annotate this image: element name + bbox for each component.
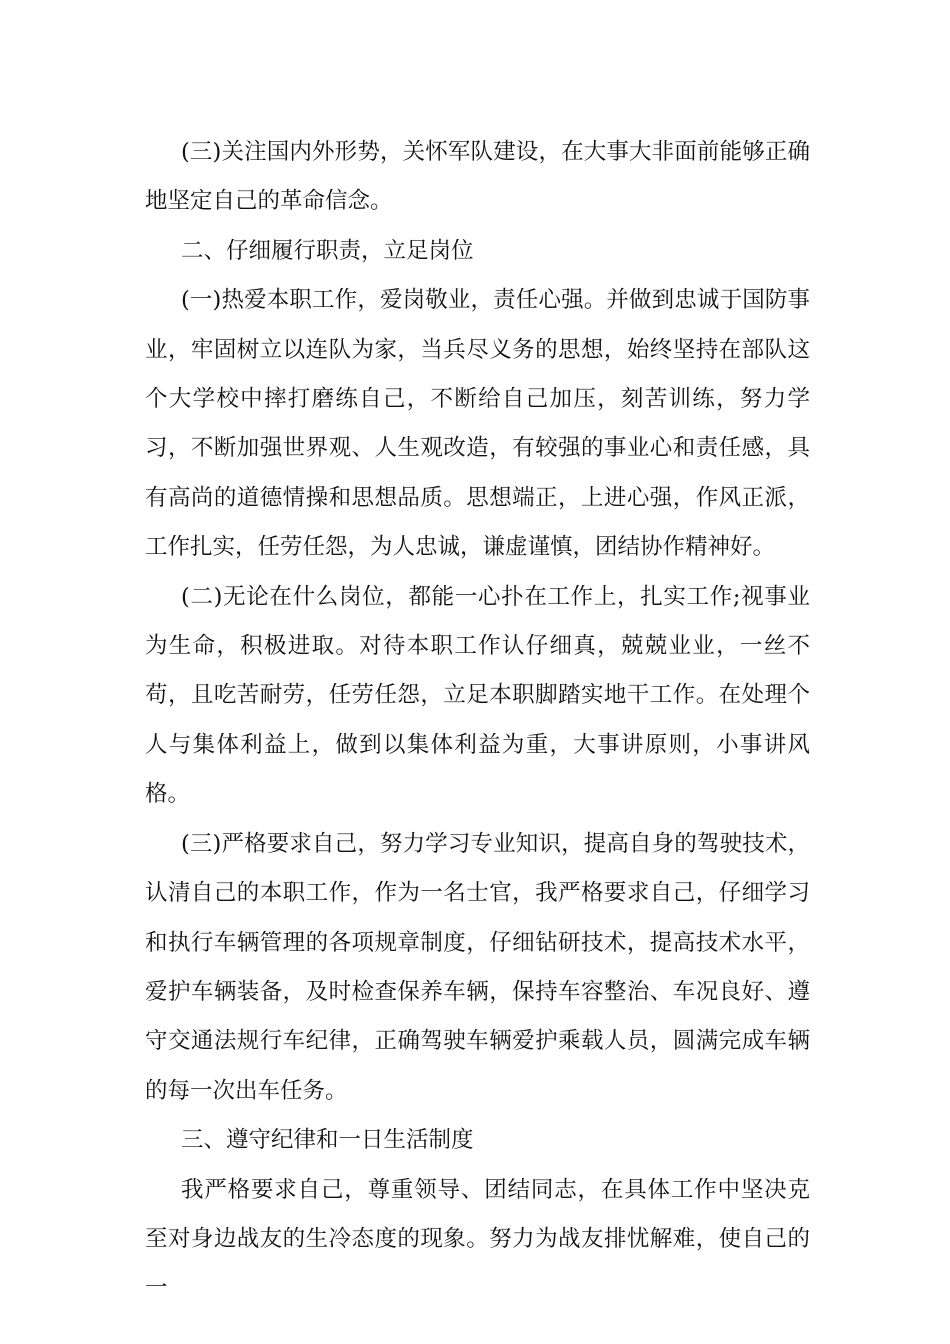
- paragraph-party-belief: (三)关注国内外形势，关怀军队建设，在大事大非面前能够正确地坚定自己的革命信念。: [145, 139, 810, 215]
- paragraph-any-post: (二)无论在什么岗位，都能一心扑在工作上，扎实工作;视事业为生命，积极进取。对待本职工作认仔细真，兢兢业业，一丝不苟，且吃苦耐劳，任劳任怨，立足本职脚踏实地干工作。在处理个人与集体利益上，做到以集体利益为重，大事讲原则，小事讲风格。: [145, 583, 810, 808]
- paragraph-love-job: (一)热爱本职工作，爱岗敬业，责任心强。并做到忠诚于国防事业，牢固树立以连队为家，当兵尽义务的思想，始终坚持在部队这个大学校中摔打磨练自己，不断给自己加压，刻苦训练，努力学习，不断加强世界观、人生观改造，有较强的事业心和责任感，具有高尚的道德情操和思想品质。思想端正，上进心强，作风正派，工作扎实，任劳任怨，为人忠诚，谦虚谨慎，团结协作精神好。: [145, 287, 810, 561]
- section-heading-duties: 二、仔细履行职责，立足岗位: [181, 237, 474, 264]
- section-heading-discipline: 三、遵守纪律和一日生活制度: [181, 1127, 474, 1154]
- document-page: [145, 128, 810, 1314]
- paragraph-respect-leaders: 我严格要求自己，尊重领导、团结同志，在具体工作中坚决克至对身边战友的生冷态度的现象。努力为战友排忧解难，使自己的一: [145, 1176, 810, 1302]
- paragraph-driving-skill: (三)严格要求自己，努力学习专业知识，提高自身的驾驶技术，认清自己的本职工作，作为一名士官，我严格要求自己，仔细学习和执行车辆管理的各项规章制度，仔细钻研技术，提高技术水平，爱护车辆装备，及时检查保养车辆，保持车容整治、车况良好、遵守交通法规行车纪律，正确驾驶车辆爱护乘载人员，圆满完成车辆的每一次出车任务。: [145, 830, 810, 1104]
